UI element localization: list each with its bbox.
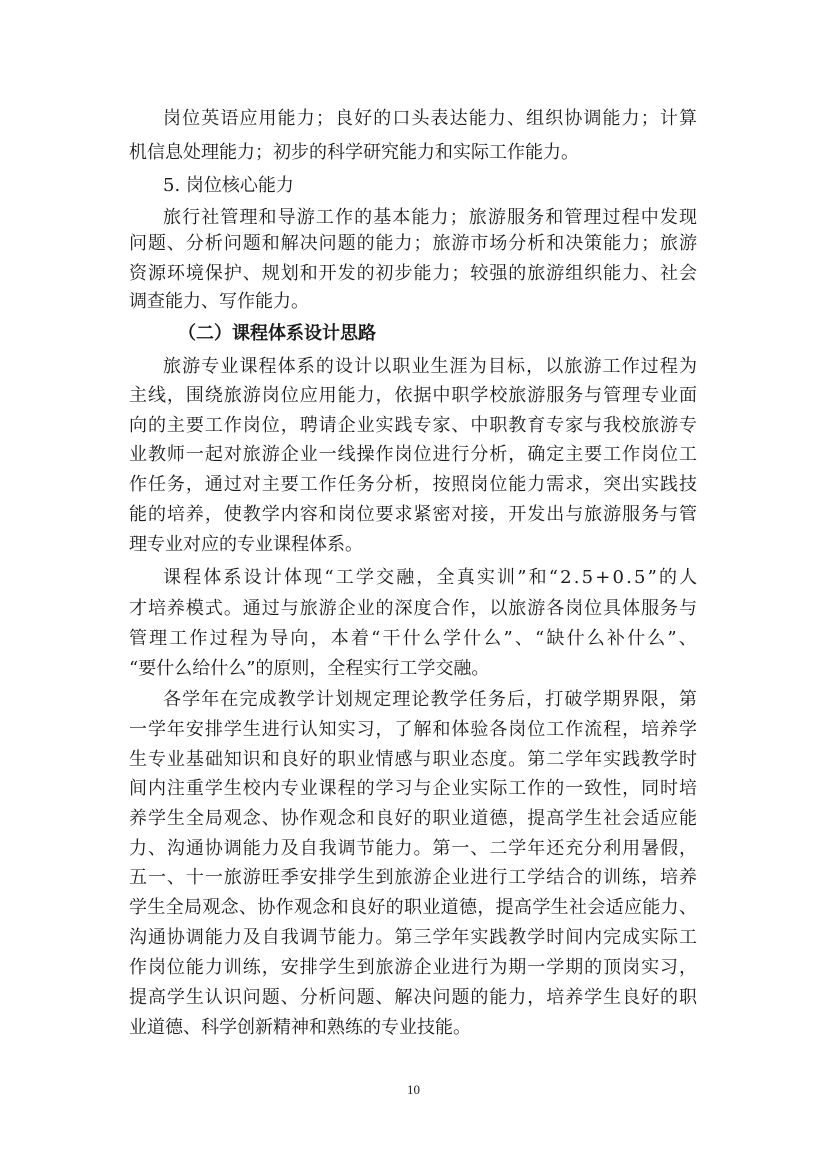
- text-line: 向的主要工作岗位，聘请企业实践专家、中职教育专家与我校旅游专: [129, 415, 698, 436]
- text-line: 五一、十一旅游旺季安排学生到旅游企业进行工学结合的训练，培养: [129, 867, 698, 888]
- text-line: 力、沟通协调能力及自我调节能力。第一、二学年还充分利用暑假，: [129, 838, 698, 859]
- text-line: 资源环境保护、规划和开发的初步能力；较强的旅游组织能力、社会: [129, 263, 698, 284]
- text-line: 才培养模式。通过与旅游企业的深度合作，以旅游各岗位具体服务与: [129, 598, 698, 619]
- text-line: 间内注重学生校内专业课程的学习与企业实际工作的一致性，同时培: [129, 778, 698, 799]
- section-heading: （二）课程体系设计思路: [178, 323, 376, 344]
- text-line: 养学生全局观念、协作观念和良好的职业道德，提高学生社会适应能: [129, 808, 698, 829]
- text-line: 管理工作过程为导向，本着“干什么学什么”、“缺什么补什么”、: [129, 628, 699, 649]
- text-line: 沟通协调能力及自我调节能力。第三学年实践教学时间内完成实际工: [129, 927, 698, 948]
- text-line: 能的培养，使教学内容和岗位要求紧密对接，开发出与旅游服务与管: [129, 504, 698, 525]
- text-line: 作任务，通过对主要工作任务分析，按照岗位能力需求，突出实践技: [129, 474, 698, 495]
- text-line: 课程体系设计体现“工学交融，全真实训”和“2.5+0.5”的人: [163, 567, 700, 588]
- text-line: 理专业对应的专业课程体系。: [129, 534, 363, 555]
- page-number: 10: [407, 1082, 420, 1097]
- text-line: “要什么给什么”的原则，全程实行工学交融。: [129, 658, 490, 679]
- text-line: 旅行社管理和导游工作的基本能力；旅游服务和管理过程中发现: [163, 207, 699, 228]
- text-line: 生专业基础知识和良好的职业情感与职业态度。第二学年实践教学时: [129, 749, 698, 770]
- text-line: 旅游专业课程体系的设计以职业生涯为目标，以旅游工作过程为: [163, 356, 699, 377]
- text-line: 各学年在完成教学计划规定理论教学任务后，打破学期界限，第: [163, 689, 699, 710]
- text-line: 学生全局观念、协作观念和良好的职业道德，提高学生社会适应能力、: [129, 897, 698, 918]
- text-line: 5. 岗位核心能力: [163, 175, 294, 196]
- text-line: 业教师一起对旅游企业一线操作岗位进行分析，确定主要工作岗位工: [129, 444, 698, 465]
- text-line: 提高学生认识问题、分析问题、解决问题的能力，培养学生良好的职: [129, 987, 698, 1008]
- text-line: 业道德、科学创新精神和熟练的专业技能。: [129, 1017, 471, 1038]
- text-line: 问题、分析问题和解决问题的能力；旅游市场分析和决策能力；旅游: [129, 233, 698, 254]
- text-line: 主线，围绕旅游岗位应用能力，依据中职学校旅游服务与管理专业面: [129, 385, 698, 406]
- text-line: 机信息处理能力；初步的科学研究能力和实际工作能力。: [129, 142, 579, 163]
- text-line: 作岗位能力训练，安排学生到旅游企业进行为期一学期的顶岗实习，: [129, 957, 698, 978]
- text-line: 岗位英语应用能力；良好的口头表达能力、组织协调能力；计算: [163, 108, 699, 129]
- text-line: 调查能力、写作能力。: [129, 291, 309, 312]
- text-line: 一学年安排学生进行认知实习，了解和体验各岗位工作流程，培养学: [129, 719, 698, 740]
